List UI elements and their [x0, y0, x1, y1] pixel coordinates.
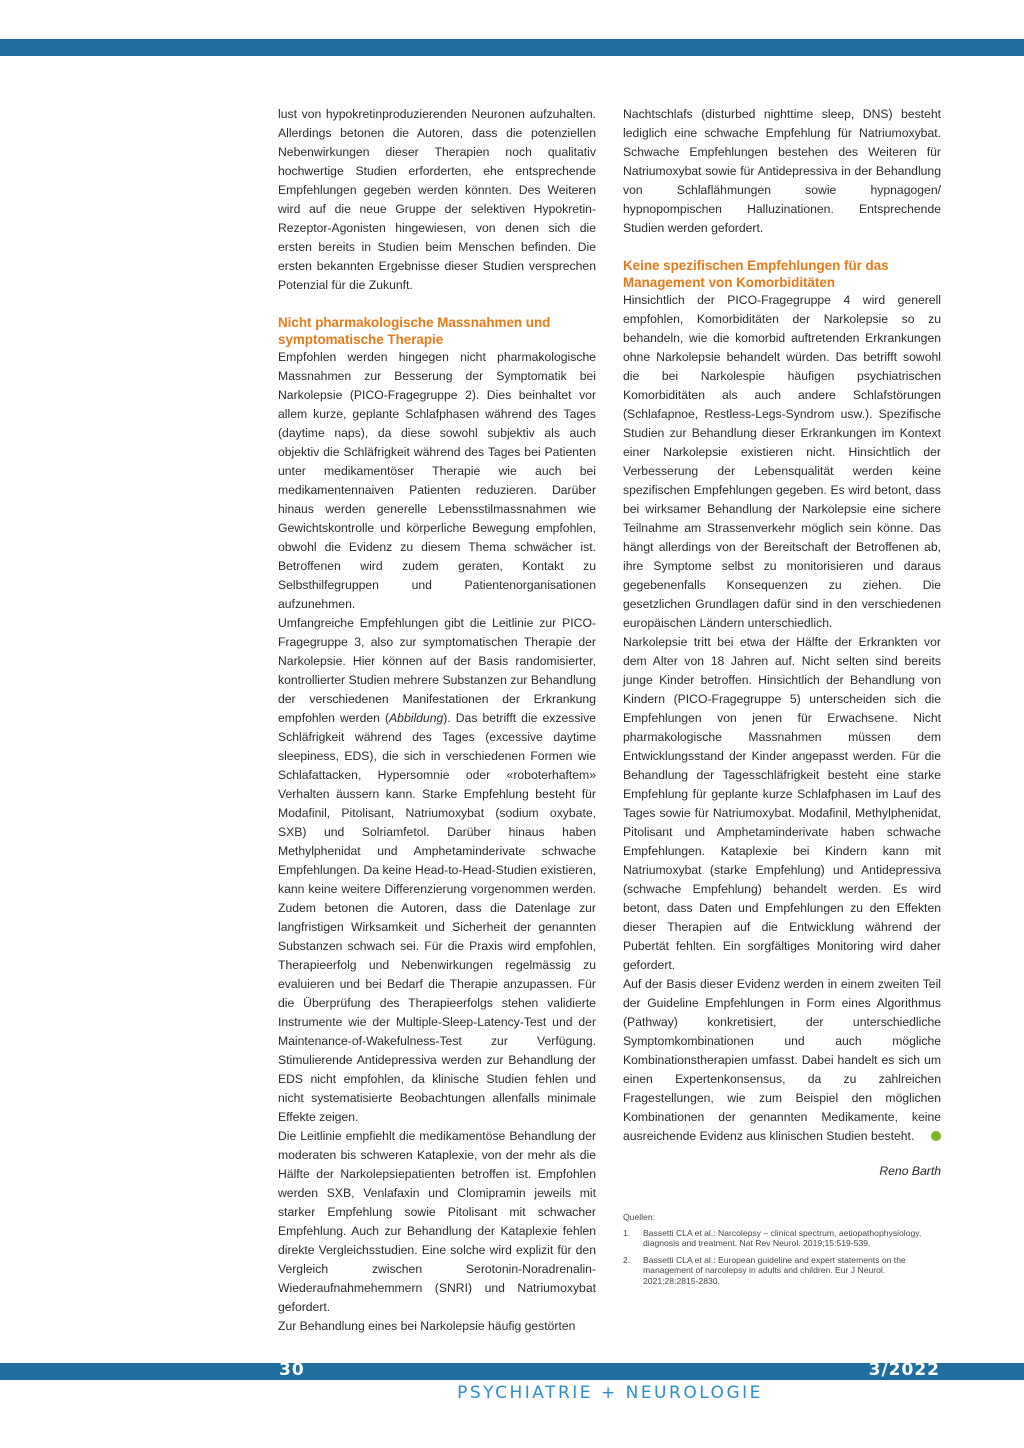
source-number: 2. — [623, 1254, 631, 1265]
end-of-article-dot-icon — [931, 1131, 941, 1141]
left-column — [278, 105, 596, 1336]
paragraph: Empfohlen werden hingegen nicht pharmakologische Massnahmen zur Besserung der Symptomatik bei Narkolepsie (PICO-Fragegruppe 2). Dies beinhaltet vor allem kurze, geplante Schlafphasen während des Tages (daytime naps), da diese sowohl subjektiv als auch objektiv die Schläfrigkeit während des Tages bei Patienten unter medikamentöser Therapie wie auch bei medikamentennaiven Patienten reduzieren. Darüber hinaus werden generelle Lebensstilmassnahmen wie Gewichtskontrolle und körperliche Bewegung empfohlen, obwohl die Evidenz zu diesem Thema schwächer ist. Betroffenen wird zudem geraten, Kontakt zu Selbsthilfegruppen und Patientenorganisationen aufzunehmen. — [278, 350, 596, 611]
paragraph — [623, 975, 941, 1146]
paragraph: Die Leitlinie empfiehlt die medikamentöse Behandlung der moderaten bis schweren Kataplexie, von der mehr als die Hälfte der Narkolepsiepatienten betroffen ist. Empfohlen werden SXB, Venlafaxin und Clomipramin jeweils mit starker Empfehlung sowie Pitolisant mit schwacher Empfehlung. Auch zur Behandlung der Kataplexie fehlen direkte Vergleichsstudien. Eine solche wird explizit für den Vergleich zwischen Serotonin-Noradrenalin- Wiederaufnahmehemmern (SNRI) und Natriumoxybat gefordert. — [278, 1129, 596, 1314]
paragraph: Umfangreiche Empfehlungen gibt die Leitlinie zur PICO-Fragegruppe 3, also zur symptomatischen Therapie der Narkolepsie. Hier können auf der Basis randomisierter, kontrollierter Studien mehrere Substanzen zur Behandlung der verschiedenen Manifestationen der Erkrankung empfohlen werden (Abbildung). Das betrifft die exzessive Schläfrigkeit während des Tages (excessive daytime sleepiness, EDS), die sich in verschiedenen Formen wie Schlafattacken, Hypersomnie oder «roboterhaftem» Verhalten äussern kann. Starke Empfehlung besteht für Modafinil, Pitolisant, Natriumoxybat (sodium oxybate, SXB) und Solriamfetol. Darüber hinaus haben Methylphenidat und Amphetaminderivate schwache Empfehlungen. Da keine Head-to-Head-Studien existieren, kann keine weitere Differenzierung vorgenommen werden. Zudem betonen die Autoren, dass die Datenlage zur langfristigen Wirksamkeit und Sicherheit der genannten Substanzen schwach sei. Für die Praxis wird empfohlen, Therapieerfolg und Nebenwirkungen regelmässig zu evaluieren und bei Bedarf die Therapie anzupassen. Für die Überprüfung des Therapieerfolgs stehen validierte Instrumente wie der Multiple-Sleep-Latency-Test und der Maintenance-of-Wakefulness-Test zur Verfügung. Stimulierende Antidepressiva werden zur Behandlung der EDS nicht empfohlen, da klinische Studien fehlen und nicht systematisierte Beobachtungen allenfalls minimale Effekte zeigen. — [278, 616, 596, 1124]
source-text: Bassetti CLA et al.: Narcolepsy – clinical spectrum, aetiopathophysiology, diagnosis and treatment. Nat Rev Neurol. 2019;15:519-539. — [643, 1227, 922, 1248]
figure-reference: Abbildung — [389, 711, 444, 725]
source-text: Bassetti CLA et al.: European guideline and expert statements on the management of narcolepsy in adults and children. Eur J Neurol. 2021;28:2815-2830. — [643, 1254, 906, 1286]
paragraph: Nachtschlafs (disturbed nighttime sleep, DNS) besteht lediglich eine schwache Empfehlung für Natriumoxybat. Schwache Empfehlungen bestehen des Weiteren für Natriumoxybat sowie für Antidepressiva in der Behandlung von Schlaflähmungen sowie hypnagogen/ hypnopompischen Halluzinationen. Entsprechende Studien werden gefordert. — [623, 107, 941, 235]
sources-list — [623, 1212, 941, 1292]
paragraph: lust von hypokretinproduzierenden Neuronen aufzuhalten. Allerdings betonen die Autoren, dass die potenziellen Nebenwirkungen dieser Therapien noch qualitativ hochwertige Studien erforderten, ehe entsprechende Empfehlungen gegeben werden könnten. Des Weiteren wird auf die neue Gruppe der selektiven Hypokretin-Rezeptor-Agonisten hingewiesen, von denen sich die ersten bereits in Studien beim Menschen befinden. Die ersten bekannten Ergebnisse dieser Studien versprechen Potenzial für die Zukunft. — [278, 107, 596, 292]
sources-title: Quellen: — [623, 1212, 656, 1222]
source-number: 1. — [623, 1227, 631, 1238]
issue-label: 3/2022 — [868, 1360, 940, 1380]
paragraph: Narkolepsie tritt bei etwa der Hälfte der Erkrankten vor dem Alter von 18 Jahren auf. Nicht selten sind bereits junge Kinder betroffen. Hinsichtlich der Behandlung von Kindern (PICO-Fragegruppe 5) unterscheiden sich die Empfehlungen von jenen für Erwachsene. Nicht pharmakologische Massnahmen müssen dem Entwicklungsstand der Kinder angepasst werden. Für die Behandlung der Tagesschläfrigkeit besteht eine starke Empfehlung für geplante kurze Schlafphasen im Lauf des Tages sowie für Natriumoxybat. Modafinil, Methylphenidat, Pitolisant und Amphetaminderivate haben schwache Empfehlungen. Kataplexie bei Kindern kann mit Natriumoxybat (starke Empfehlung) und Antidepressiva (schwache Empfehlung) behandelt werden. Es wird betont, dass Daten und Empfehlungen zu den Effekten dieser Therapien auf die Entwicklung während der Pubertät fehlten. Ein sorgfältiges Monitoring wird daher gefordert. — [623, 635, 941, 972]
journal-title-text: PSYCHIATRIE + NEUROLOGIE — [457, 1383, 763, 1403]
source-item — [623, 1228, 941, 1249]
author-name: Reno Barth — [879, 1164, 941, 1178]
top-color-bar — [0, 39, 1024, 56]
page-number: 30 — [279, 1360, 305, 1380]
paragraph: Hinsichtlich der PICO-Fragegruppe 4 wird generell empfohlen, Komorbiditäten der Narkolepsie so zu behandeln, wie die komorbid auftretenden Erkrankungen ohne Narkolepsie behandelt würden. Das betrifft sowohl die bei Narkolespie häufigen psychiatrischen Komorbiditäten als auch andere Schlafstörungen (Schlafapnoe, Restless-Legs-Syndrom usw.). Spezifische Studien zur Behandlung dieser Erkrankungen im Kontext einer Narkolepsie existieren nicht. Hinsichtlich der Verbesserung der Lebensqualität werden keine spezifischen Empfehlungen gegeben. Es wird betont, dass bei wirksamer Behandlung der Narkolepsie eine sichere Teilnahme am Strassenverkehr möglich sein könne. Das hängt allerdings von der Bereitschaft der Betroffenen ab, ihre Symptome selbst zu monitorisieren und daraus gegebenenfalls Konsequenzen zu ziehen. Die gesetzlichen Grundlagen dafür sind in den verschiedenen europäischen Ländern unterschiedlich. — [623, 293, 941, 630]
section-heading: Nicht pharmakologische Massnahmen und symptomatische Therapie — [278, 315, 551, 347]
paragraph-text: Auf der Basis dieser Evidenz werden in einem zweiten Teil der Guideline Empfehlungen in Form eines Algorithmus (Pathway) konkretisiert, der unterschiedliche Symptomkombinationen und auch mögliche Kombinationstherapien umfasst. Dabei handelt es sich um einen Expertenkonsensus, da zu zahlreichen Fragestellungen, wie zum Beispiel den möglichen Kombinationen der genannten Medikamente, keine ausreichende Evidenz aus klinischen Studien besteht. — [623, 977, 941, 1143]
section-heading: Keine spezifischen Empfehlungen für das Management von Komorbiditäten — [623, 258, 889, 290]
right-column — [623, 105, 941, 1181]
source-item — [623, 1255, 941, 1287]
paragraph: Zur Behandlung eines bei Narkolepsie häufig gestörten — [278, 1319, 576, 1333]
journal-title — [0, 1383, 1024, 1403]
